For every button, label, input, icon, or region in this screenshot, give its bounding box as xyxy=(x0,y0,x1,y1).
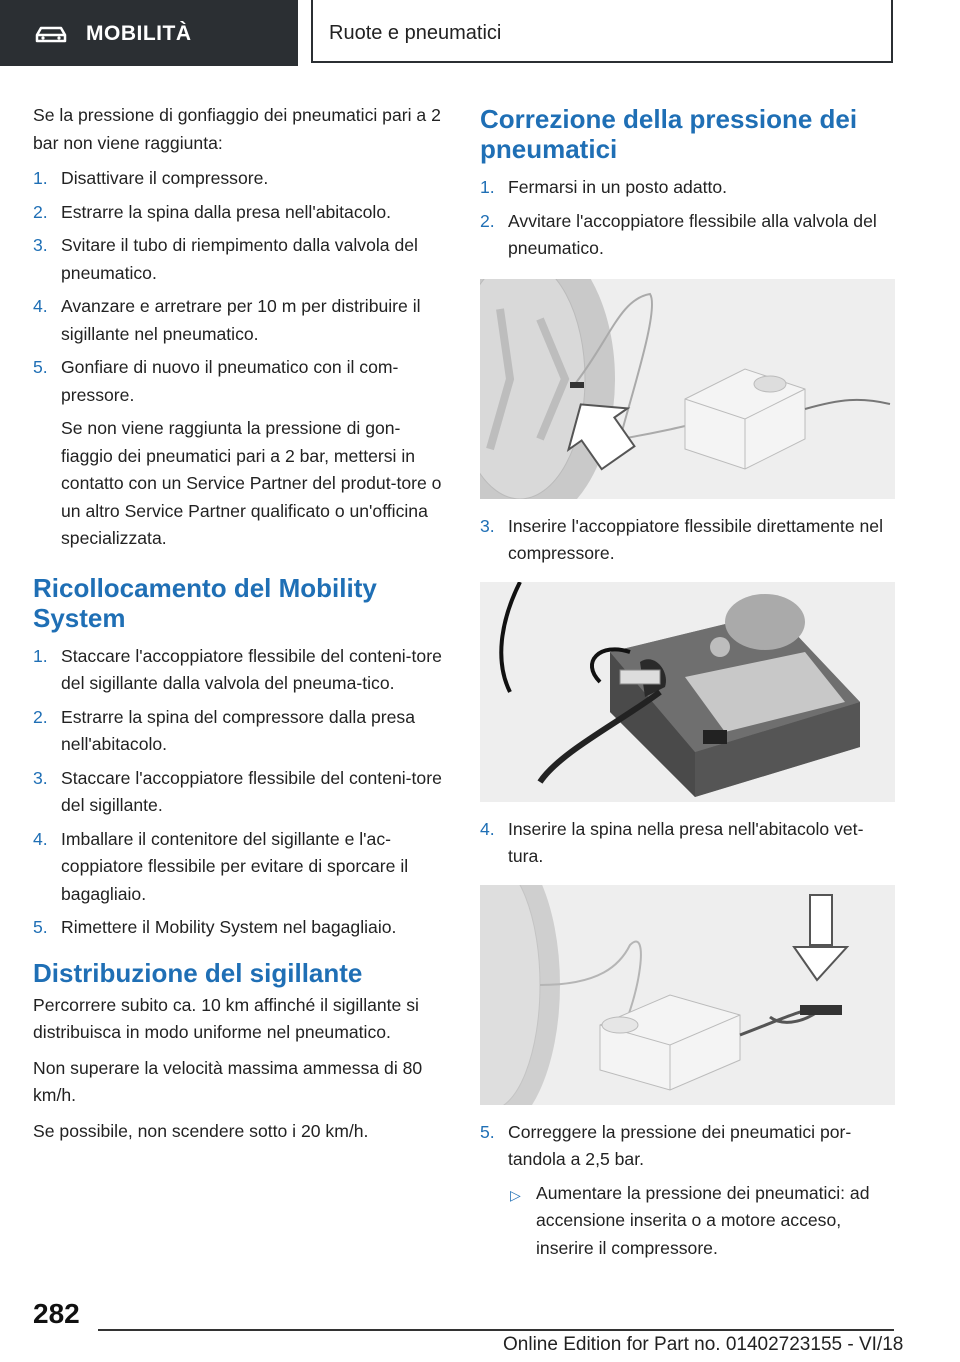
steps-list-4 xyxy=(480,513,898,568)
step-number: 4. xyxy=(33,296,48,316)
car-icon xyxy=(34,26,68,44)
heading-distribuzione: Distribuzione del sigillante xyxy=(33,957,363,988)
step-number: 4. xyxy=(33,828,48,849)
list-item xyxy=(33,293,451,348)
step-text: Avanzare e arretrare per 10 m per distribuire il sigillante nel pneumatico. xyxy=(61,296,421,344)
step-number: 2. xyxy=(33,706,48,727)
step-number: 1. xyxy=(33,168,48,188)
list-item xyxy=(480,208,898,263)
step-text: Estrarre la spina dalla presa nell'abitacolo. xyxy=(61,201,392,222)
list-item xyxy=(33,704,451,759)
heading-ricollocamento: Ricollocamento del Mobility System xyxy=(33,572,377,633)
step-text: Gonfiare di nuovo il pneumatico con il com‐pressore. xyxy=(61,357,399,405)
steps-list-5 xyxy=(480,816,898,871)
step-number: 2. xyxy=(33,201,48,222)
step-text: Avvitare l'accoppiatore flessibile alla valvola del pneumatico. xyxy=(508,210,877,258)
paragraph: Se possibile, non scendere sotto i 20 km/h. xyxy=(33,1120,369,1141)
step-text: Correggere la pressione dei pneumatici por‐tandola a 2,5 bar. xyxy=(508,1121,852,1169)
step-text: Estrarre la spina del compressore dalla presa nell'abitacolo. xyxy=(61,706,415,754)
list-item xyxy=(33,354,451,553)
step-number: 5. xyxy=(480,1121,495,1142)
footer-rule xyxy=(98,1329,894,1331)
paragraph: Non superare la velocità massima ammessa di 80 km/h. xyxy=(33,1057,423,1105)
step-note: Se non viene raggiunta la pressione di gon‐fiaggio dei pneumatici pari a 2 bar, mettersi in contatto con un Service Partner del produt‐tore o un altro Service Partner qualificato o un'officina specializzata. xyxy=(61,418,442,548)
step-number: 3. xyxy=(33,767,48,788)
steps-list-6 xyxy=(480,1119,898,1263)
triangle-bullet-icon: ▷ xyxy=(510,1186,521,1203)
edition-info: Online Edition for Part no. 01402723155 - VI/18 xyxy=(503,1334,904,1355)
heading-correzione: Correzione della pressione dei pneumatici xyxy=(480,104,858,164)
step-number: 1. xyxy=(480,177,495,197)
step-number: 1. xyxy=(33,645,48,666)
step-number: 5. xyxy=(33,917,48,937)
steps-list-2 xyxy=(33,643,451,942)
step-number: 3. xyxy=(480,515,495,536)
step-text: Inserire la spina nella presa nell'abitacolo vet‐tura. xyxy=(508,818,864,866)
figure-compressor-coupling xyxy=(480,582,895,802)
step-text: Imballare il contenitore del sigillante e l'ac‐coppiatore flessibile per evitare di sporcare il bagagliaio. xyxy=(61,828,409,904)
list-item xyxy=(33,199,451,227)
bullet-item xyxy=(508,1180,898,1263)
list-item xyxy=(480,513,898,568)
step-number: 4. xyxy=(480,818,495,839)
steps-list-3 xyxy=(480,174,898,263)
intro-paragraph: Se la pressione di gonfiaggio dei pneumatici pari a 2 bar non viene raggiunta: xyxy=(33,105,441,153)
list-item xyxy=(33,765,451,820)
list-item xyxy=(33,232,451,287)
list-item xyxy=(480,174,898,202)
list-item xyxy=(480,816,898,871)
page-header xyxy=(0,0,960,66)
list-item xyxy=(33,165,451,193)
list-item xyxy=(480,1119,898,1263)
step-text: Staccare l'accoppiatore flessibile del conteni‐tore del sigillante. xyxy=(61,767,442,815)
section-title: MOBILITÀ xyxy=(86,22,192,45)
right-column xyxy=(480,104,898,1268)
list-item xyxy=(33,643,451,698)
chapter-box xyxy=(311,0,893,63)
step-number: 5. xyxy=(33,357,48,377)
list-item xyxy=(33,826,451,909)
chapter-title: Ruote e pneumatici xyxy=(329,22,502,44)
step-text: Fermarsi in un posto adatto. xyxy=(508,177,728,197)
page-number: 282 xyxy=(33,1298,80,1329)
step-number: 2. xyxy=(480,210,495,231)
steps-list-1 xyxy=(33,165,451,553)
section-tab xyxy=(0,0,298,66)
figure-plug-socket xyxy=(480,885,895,1105)
list-item xyxy=(33,914,451,942)
step-text: Svitare il tubo di riempimento dalla valvola del pneumatico. xyxy=(61,235,418,283)
step-number: 3. xyxy=(33,235,48,255)
left-column xyxy=(33,102,451,1153)
step-text: Staccare l'accoppiatore flessibile del conteni‐tore del sigillante dalla valvola del pneuma‐tico. xyxy=(61,645,442,693)
bullet-text: Aumentare la pressione dei pneumatici: ad accensione inserita o a motore acceso, inserire il compressore. xyxy=(536,1182,870,1258)
step-text: Inserire l'accoppiatore flessibile direttamente nel compressore. xyxy=(508,515,883,563)
figure-valve-connection xyxy=(480,279,895,499)
step-text: Rimettere il Mobility System nel bagagliaio. xyxy=(61,917,397,937)
step-text: Disattivare il compressore. xyxy=(61,168,269,188)
paragraph: Percorrere subito ca. 10 km affinché il sigillante si distribuisca in modo uniforme nel pneumatico. xyxy=(33,994,419,1042)
